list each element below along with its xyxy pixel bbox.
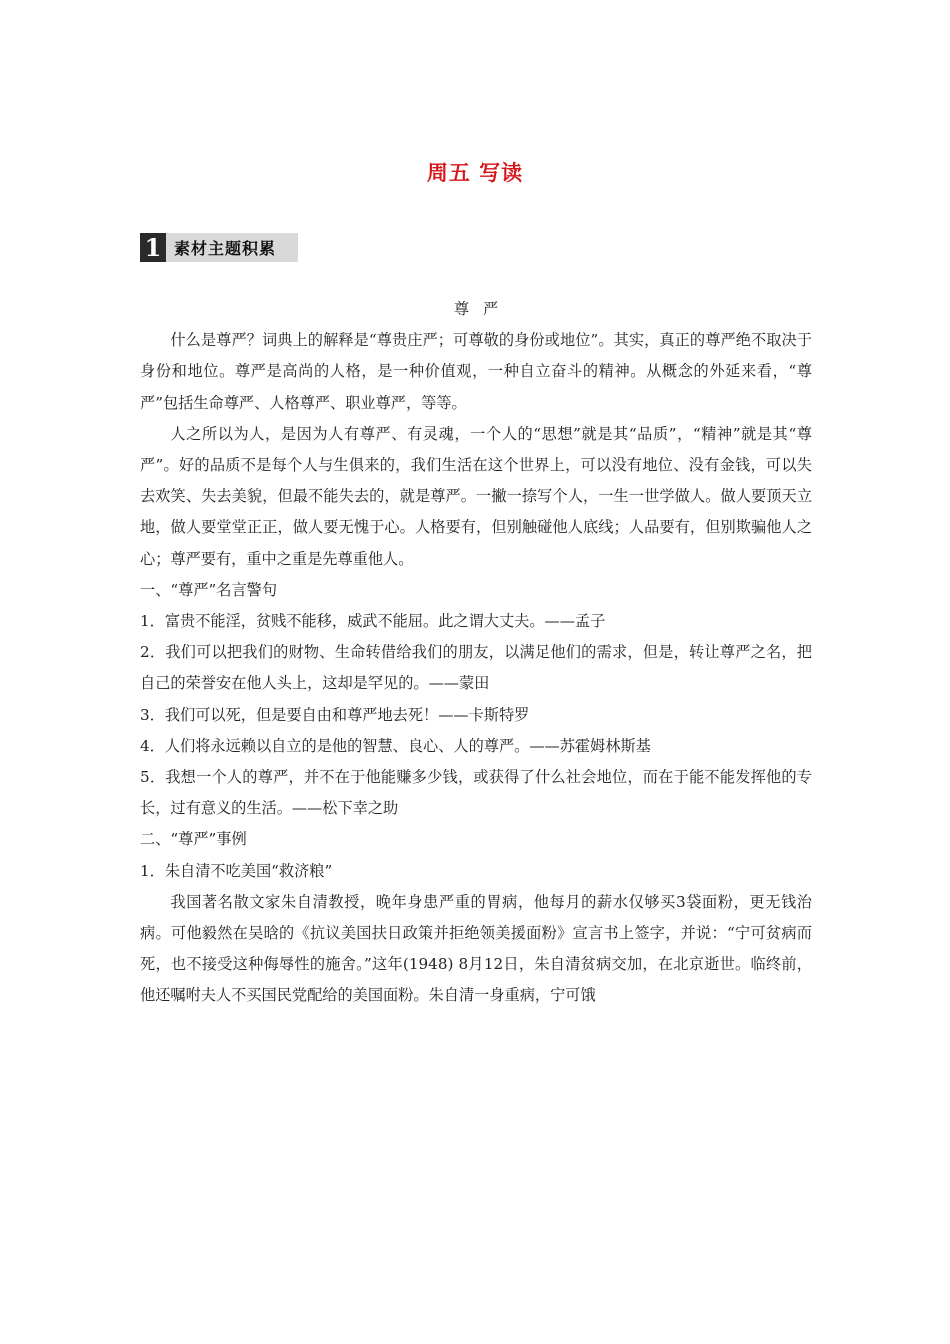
section-number: 1 — [140, 233, 166, 262]
case-title: 1．朱自清不吃美国“救济粮” — [140, 861, 333, 880]
section-header — [140, 233, 298, 262]
section-label: 素材主题积累 — [174, 239, 277, 258]
article-title: 尊严 — [453, 300, 513, 318]
case-body: 我国著名散文家朱自清教授，晚年身患严重的胃病，他每月的薪水仅够买3袋面粉，更无钱治病。可他毅然在吴晗的《抗议美国扶日政策并拒绝领美援面粉》宣言书上签字，并说：“宁可贫病而死，也不接受这种侮辱性的施舍。”这年(1948) 8月12日，朱自清贫病交加，在北京逝世。临终前，他还嘱咐夫人不买国民党配给的美国面粉。朱自清一身重病，宁可饿 — [140, 892, 812, 1005]
quote-item: 3．我们可以死，但是要自由和尊严地去死！——卡斯特罗 — [140, 705, 530, 724]
quote-item: 1．富贵不能淫，贫贱不能移，威武不能屈。此之谓大丈夫。——孟子 — [140, 612, 606, 631]
quote-item: 5．我想一个人的尊严，并不在于他能赚多少钱，或获得了什么社会地位，而在于能不能发挥他的专长，过有意义的生活。——松下幸之助 — [140, 768, 812, 818]
quotes-heading: 一、“尊严”名言警句 — [140, 580, 278, 599]
page-title: 周五 写读 — [426, 161, 524, 185]
quote-item: 2．我们可以把我们的财物、生命转借给我们的朋友，以满足他们的需求，但是，转让尊严之名，把自己的荣誉安在他人头上，这却是罕见的。——蒙田 — [140, 643, 812, 693]
quote-item: 4．人们将永远赖以自立的是他的智慧、良心、人的尊严。——苏霍姆林斯基 — [140, 736, 651, 755]
cases-heading: 二、“尊严”事例 — [140, 830, 247, 849]
document-body — [140, 294, 812, 1012]
paragraph: 什么是尊严？词典上的解释是“尊贵庄严；可尊敬的身份或地位”。其实，真正的尊严绝不取决于身份和地位。尊严是高尚的人格，是一种价值观，一种自立奋斗的精神。从概念的外延来看，“尊严”包括生命尊严、人格尊严、职业尊严，等等。 — [140, 331, 812, 412]
paragraph: 人之所以为人，是因为人有尊严、有灵魂，一个人的“思想”就是其“品质”，“精神”就是其“尊严”。好的品质不是每个人与生俱来的，我们生活在这个世界上，可以没有地位、没有金钱，可以失去欢笑、失去美貌，但最不能失去的，就是尊严。一撇一捺写个人，一生一世学做人。做人要顶天立地，做人要堂堂正正，做人要无愧于心。人格要有，但别触碰他人底线；人品要有，但别欺骗他人之心；尊严要有，重中之重是先尊重他人。 — [140, 424, 812, 568]
